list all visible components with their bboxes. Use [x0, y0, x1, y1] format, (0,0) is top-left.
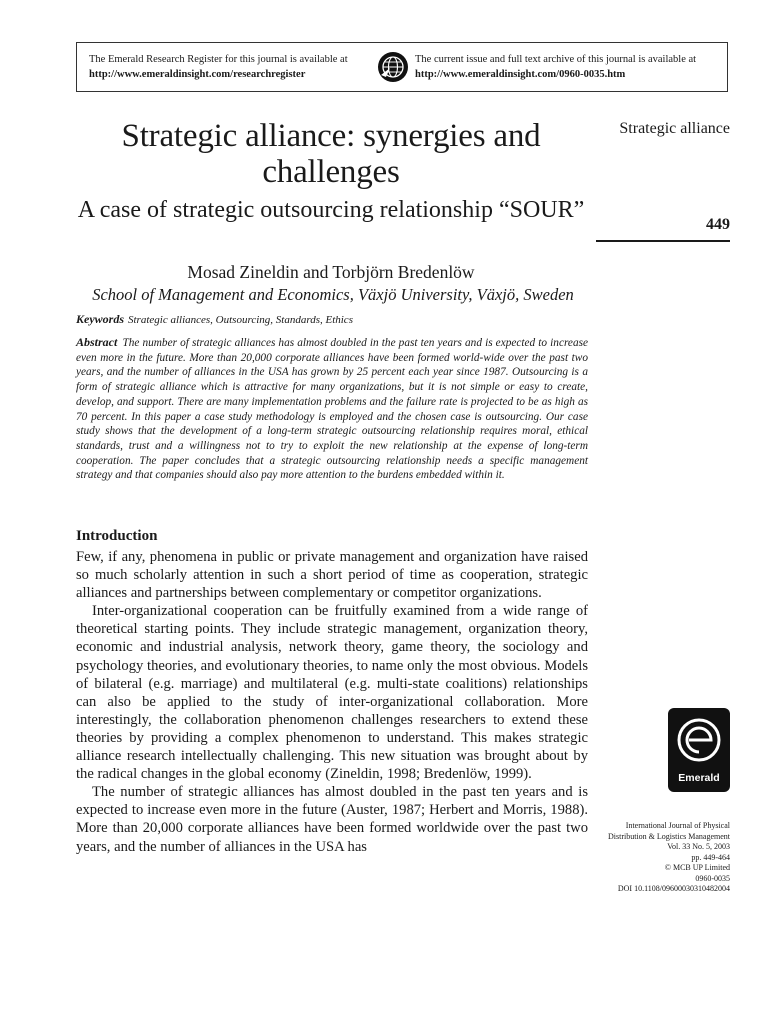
abstract-text: The number of strategic alliances has almost doubled in the past ten years and is expected to increase even more in the future. More than 20,000 corporate alliances have been formed world-wide over the past two years, and the number of alliances in the USA has grown by 25 percent each year since 1987. Outsourcing is a form of strategic alliance which is attractive for many organizations, but it is not simple or easy to create, develop, and support. There are many implementation problems and the failure rate is projected to be as high as 70 percent. In this paper a case study methodology is employed and the chosen case is outsourcing. Our case study shows that the development of a long-term strategic outsourcing relationship requires moral, ethical standards, trust and a willingness not to try to exploit the new relationship at the expense of long-term cooperation. The paper concludes that a strategic outsourcing relationship needs a specific management strategy and that companies should also pay more attention to the burdens embedded within it. [76, 337, 589, 482]
journal-line: International Journal of Physical [625, 821, 730, 830]
abstract [76, 335, 588, 483]
page-number: 449 [706, 216, 730, 233]
archive-link[interactable]: http://www.emeraldinsight.com/0960-0035.htm [415, 69, 626, 80]
running-head: Strategic alliance [619, 120, 730, 137]
globe-icon [377, 51, 409, 83]
abstract-label: Abstract [76, 335, 118, 349]
keywords-list: Strategic alliances, Outsourcing, Standards, Ethics [128, 314, 353, 326]
archive-note [415, 52, 725, 82]
keywords-label: Keywords [76, 312, 124, 326]
emerald-wordmark: Emerald [678, 772, 720, 784]
journal-line: © MCB UP Limited [664, 863, 730, 872]
journal-line: DOI 10.1108/09600030310482004 [617, 884, 730, 893]
side-rule [596, 240, 730, 242]
research-register-text: The Emerald Research Register for this journal is available at [89, 54, 348, 65]
introduction-heading: Introduction [76, 528, 158, 544]
emerald-e-icon [677, 716, 721, 766]
article-subtitle: A case of strategic outsourcing relationship “SOUR” [77, 197, 585, 223]
journal-line: pp. 449-464 [691, 852, 730, 862]
research-register-note [89, 52, 379, 82]
research-register-link[interactable]: http://www.emeraldinsight.com/researchregister [89, 69, 306, 80]
journal-info [588, 821, 730, 895]
journal-line: 0960-0035 [695, 873, 730, 883]
archive-text: The current issue and full text archive of this journal is available at [415, 54, 697, 65]
keywords [76, 311, 586, 328]
emerald-logo [668, 708, 730, 792]
authors: Mosad Zineldin and Torbjörn Bredenlöw [187, 262, 475, 282]
header-box [76, 42, 728, 92]
body-text [76, 548, 588, 856]
paragraph: Inter-organizational cooperation can be fruitfully examined from a wide range of theoretical starting points. They include strategic management, organization theory, economic and industrial analysis, network theory, game theory, the sociology and psychology theories, and evolutionary theories, to name only the most obvious. Models of bilateral (e.g. marriage) and multilateral (e.g. multi-state coalitions) relationships can also be applied to the study of inter-organizational collaboration. More interestingly, the collaboration phenomenon challenges researchers to extend these theories by providing a complex phenomenon to understand. This makes strategic alliance research intellectually challenging. This new situation was brought about by the radical changes in the global economy (Zineldin, 1998; Bredenlöw, 1999). [76, 603, 588, 783]
paragraph: The number of strategic alliances has almost doubled in the past ten years and is expected to increase even more in the future (Auster, 1987; Herbert and Morris, 1988). More than 20,000 corporate alliances have been formed worldwide over the past two years, and the number of alliances in the USA has [76, 784, 588, 855]
journal-line: Distribution & Logistics Management [608, 831, 730, 841]
journal-line: Vol. 33 No. 5, 2003 [667, 842, 730, 851]
paragraph: Few, if any, phenomena in public or private management and organization have raised so much scholarly attention in such a short period of time as cooperation, strategic alliances and partnerships between complementary or competitor organizations. [76, 549, 588, 602]
article-title: Strategic alliance: synergies and challenges [121, 118, 541, 190]
affiliation: School of Management and Economics, Växjö University, Växjö, Sweden [92, 285, 574, 304]
